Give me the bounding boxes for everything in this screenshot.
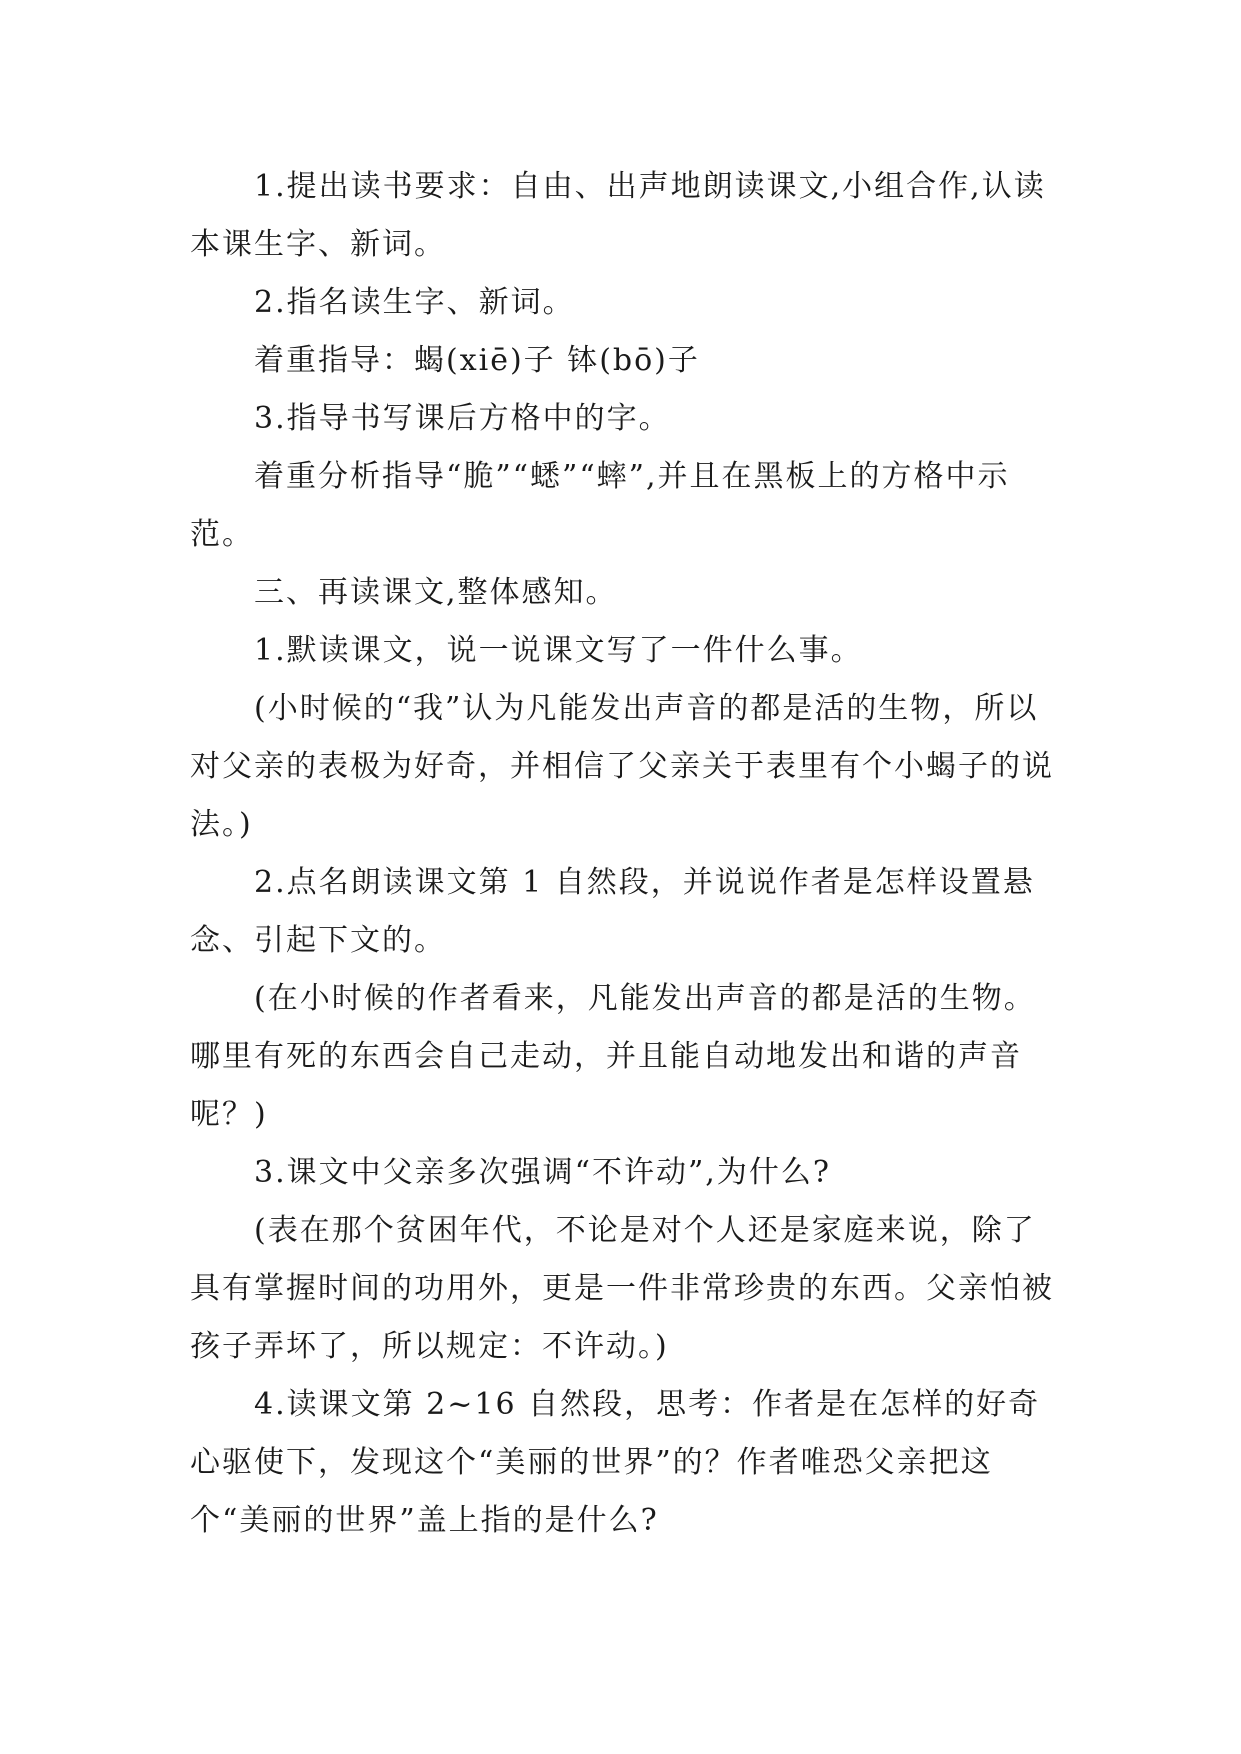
paragraph-11: 3.课文中父亲多次强调“不许动”,为什么? <box>254 1155 831 1190</box>
paragraph-7: 1.默读课文，说一说课文写了一件什么事。 <box>254 633 863 668</box>
paragraph-9: 2.点名朗读课文第 1 自然段，并说说作者是怎样设置悬念、引起下文的。 <box>190 865 1035 958</box>
answer-paragraph-3: (表在那个贫困年代，不论是对个人还是家庭来说，除了具有掌握时间的功用外，更是一件非常珍贵的东西。父亲怕被孩子弄坏了，所以规定：不许动。) <box>190 1213 1054 1364</box>
section-heading: 三、再读课文,整体感知。 <box>254 575 618 610</box>
paragraph-3: 着重指导：蝎(xiē)子 钵(bō)子 <box>254 343 700 378</box>
paragraph-4: 3.指导书写课后方格中的字。 <box>254 401 671 436</box>
answer-paragraph-1: (小时候的“我”认为凡能发出声音的都是活的生物，所以对父亲的表极为好奇，并相信了父亲关于表里有个小蝎子的说法。) <box>190 691 1054 842</box>
paragraph-1: 1.提出读书要求：自由、出声地朗读课文,小组合作,认读本课生字、新词。 <box>190 169 1046 262</box>
document-body <box>190 158 1054 1550</box>
paragraph-2: 2.指名读生字、新词。 <box>254 285 575 320</box>
paragraph-5: 着重分析指导“脆”“蟋”“蟀”,并且在黑板上的方格中示范。 <box>190 459 1010 552</box>
paragraph-13: 4.读课文第 2~16 自然段，思考：作者是在怎样的好奇心驱使下，发现这个“美丽的世界”的？作者唯恐父亲把这个“美丽的世界”盖上指的是什么? <box>190 1387 1041 1538</box>
answer-paragraph-2: (在小时候的作者看来，凡能发出声音的都是活的生物。哪里有死的东西会自己走动，并且能自动地发出和谐的声音呢？) <box>190 981 1036 1132</box>
